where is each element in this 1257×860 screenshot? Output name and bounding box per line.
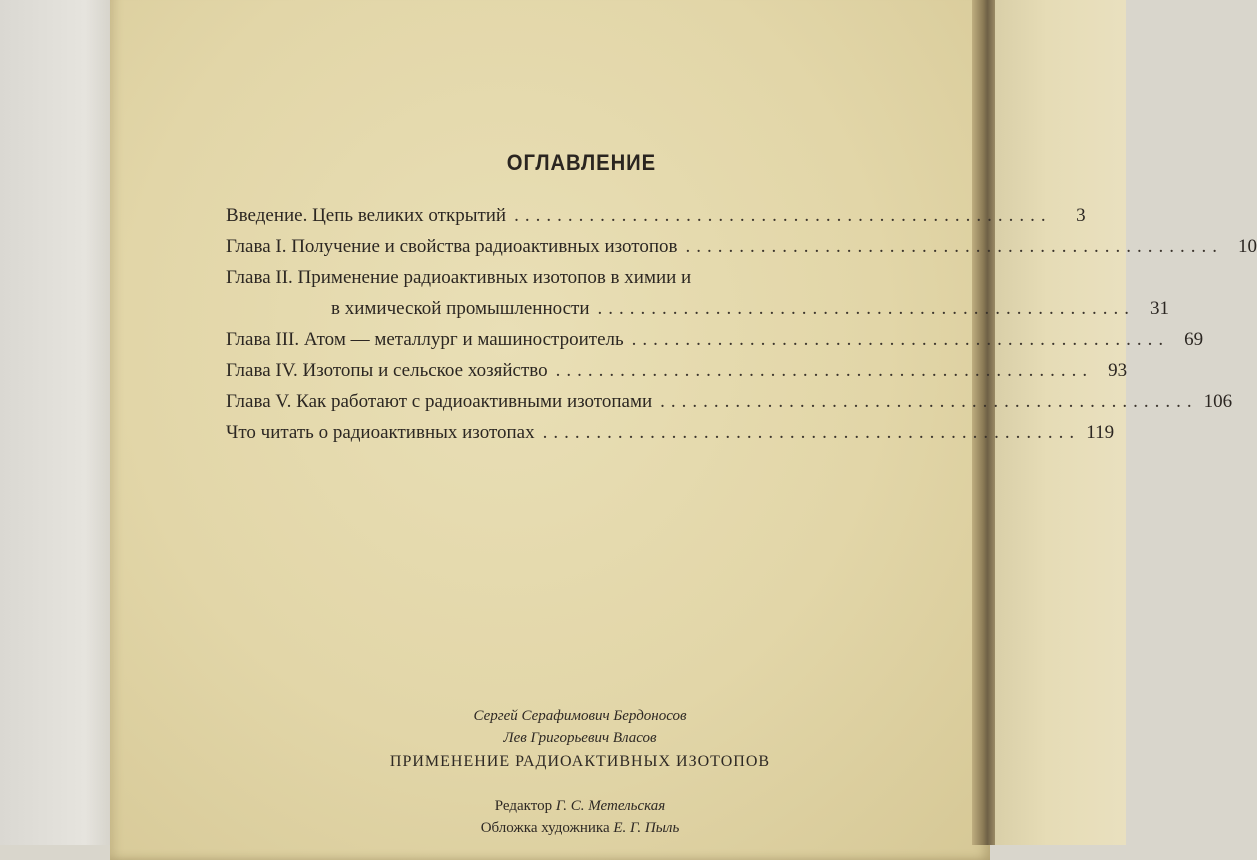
toc-entry-page: 10 <box>1237 236 1257 257</box>
toc-entry <box>226 355 1128 386</box>
author-name: Сергей Серафимович Бердоносов <box>473 708 687 724</box>
editor-role: Редактор <box>494 798 553 814</box>
toc-entry-title: в химической промышленности <box>331 298 590 319</box>
toc-entry-title: Глава V. Как работают с радиоактивными изотопами <box>226 391 653 412</box>
author-name: Лев Григорьевич Власов <box>503 730 657 746</box>
book-title: ПРИМЕНЕНИЕ РАДИОАКТИВНЫХ ИЗОТОПОВ <box>389 753 771 770</box>
toc-entry-title: Что читать о радиоактивных изотопах <box>226 422 535 443</box>
toc-entry <box>226 386 1233 417</box>
cover-name: Е. Г. Пыль <box>613 820 680 836</box>
background-left <box>0 0 122 845</box>
table-of-contents <box>226 200 1257 448</box>
cover-credit <box>320 817 840 839</box>
cover-role: Обложка художника <box>480 820 610 836</box>
toc-entry-page: 69 <box>1184 329 1204 350</box>
editor-credit <box>320 795 840 817</box>
toc-heading: ОГЛАВЛЕНИЕ <box>506 150 657 175</box>
toc-leader-dots: .................................................. <box>685 236 1223 257</box>
toc-entry <box>226 324 1204 355</box>
toc-entry <box>226 231 1257 262</box>
spacer <box>320 773 840 795</box>
toc-entry <box>226 262 938 293</box>
editor-name: Г. С. Метельская <box>555 798 666 814</box>
toc-entry-page: 119 <box>1086 422 1115 443</box>
toc-leader-dots: .................................................. <box>660 391 1198 412</box>
toc-leader-dots: .................................................. <box>542 422 1081 443</box>
toc-leader-dots: .................................................. <box>631 329 1170 350</box>
toc-leader-dots: .................................................. <box>514 205 1052 226</box>
toc-entry-title: Глава IV. Изотопы и сельское хозяйство <box>226 360 548 381</box>
toc-entry-title: Глава II. Применение радиоактивных изотопов в химии и <box>226 267 692 288</box>
imprint-block <box>320 705 840 839</box>
toc-entry-title: Глава I. Получение и свойства радиоактивных изотопов <box>226 236 678 257</box>
toc-entry <box>226 200 1086 231</box>
toc-leader-dots: .................................................. <box>555 360 1094 381</box>
toc-entry-page: 106 <box>1203 391 1233 412</box>
toc-entry-page: 3 <box>1076 205 1086 226</box>
toc-entry-page: 31 <box>1150 298 1170 319</box>
toc-entry-title: Введение. Цепь великих открытий <box>226 205 507 226</box>
toc-entry <box>226 417 1115 448</box>
toc-entry-title: Глава III. Атом — металлург и машиностроитель <box>226 329 624 350</box>
toc-entry-page: 93 <box>1108 360 1128 381</box>
toc-entry-continuation <box>226 293 1170 324</box>
toc-leader-dots: .................................................. <box>597 298 1136 319</box>
